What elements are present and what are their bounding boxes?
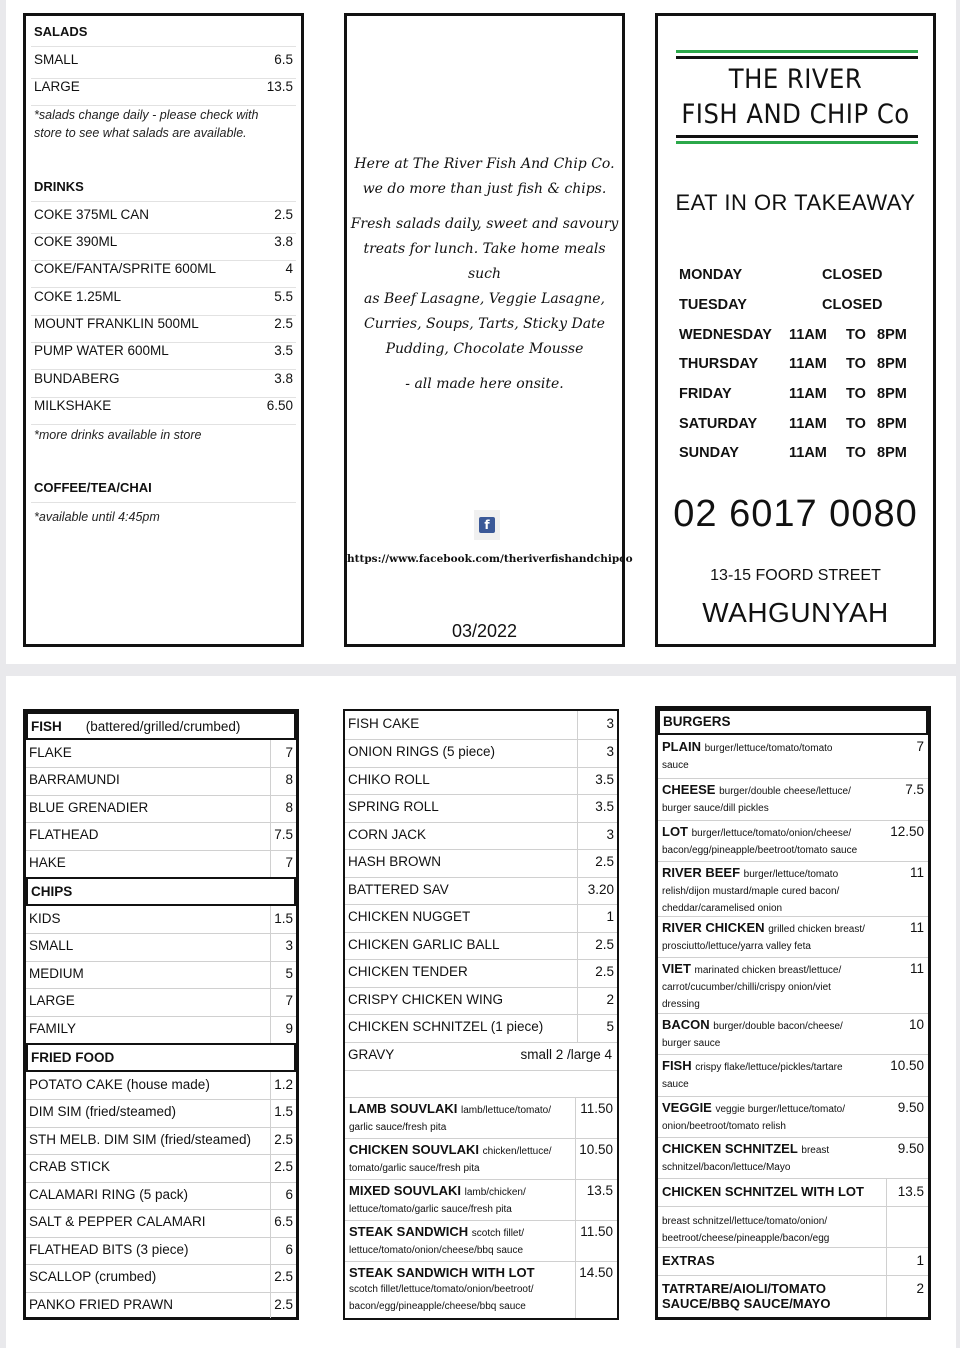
burger-item-description: breast schnitzel/lettuce/tomato/onion/ beetroot/cheese/pineapple/bacon/egg <box>658 1206 928 1248</box>
menu-item: COKE 1.25ML 5.5 <box>31 289 296 316</box>
burger-item: BACON burger/double bacon/cheese/ burger sauce 10 <box>658 1013 928 1055</box>
brand-stripe <box>676 50 918 53</box>
menu-item: COKE 375ML CAN 2.5 <box>31 207 296 234</box>
menu-item: SCALLOP (crumbed) 2.5 <box>26 1264 296 1293</box>
coffee-note: *available until 4:45pm <box>34 510 160 524</box>
menu-item: HAKE 7 <box>26 850 296 878</box>
menu-date: 03/2022 <box>451 621 518 641</box>
menu-item: CORN JACK 3 <box>345 822 617 850</box>
phone-number[interactable]: 02 6017 0080 <box>673 493 918 535</box>
fried-food-heading: FRIED FOOD <box>26 1043 296 1072</box>
souvlaki-item: CHICKEN SOUVLAKI chicken/lettuce/ tomato/garlic sauce/fresh pita 10.50 <box>345 1138 617 1180</box>
tagline: EAT IN OR TAKEAWAY <box>675 190 916 215</box>
burger-item: RIVER CHICKEN grilled chicken breast/ prosciutto/lettuce/yarra valley feta 11 <box>658 916 928 958</box>
burger-item: VIET marinated chicken breast/lettuce/ carrot/cucumber/chilli/crispy onion/viet dressing 11 <box>658 957 928 1014</box>
burger-item: CHICKEN SCHNITZEL breast schnitzel/bacon/lettuce/Mayo 9.50 <box>658 1137 928 1179</box>
menu-item: COKE/FANTA/SPRITE 600ML 4 <box>31 261 296 288</box>
menu-item: DIM SIM (fried/steamed) 1.5 <box>26 1099 296 1128</box>
menu-item: SPRING ROLL 3.5 <box>345 794 617 823</box>
burger-item: VEGGIE veggie burger/lettuce/tomato/ onion/beetroot/tomato relish 9.50 <box>658 1096 928 1138</box>
menu-item: CALAMARI RING (5 pack) 6 <box>26 1182 296 1210</box>
brand-name: THE RIVER <box>728 64 863 95</box>
menu-item: FAMILY 9 <box>26 1016 296 1044</box>
burger-item: LOT burger/lettuce/tomato/onion/cheese/ bacon/egg/pineapple/beetroot/tomato sauce 12.50 <box>658 820 928 862</box>
menu-item: STH MELB. DIM SIM (fried/steamed) 2.5 <box>26 1127 296 1155</box>
menu-item: HASH BROWN 2.5 <box>345 849 617 878</box>
salads-note: *salads change daily - please check with store to see what salads are available. <box>34 108 259 140</box>
menu-item: FLATHEAD BITS (3 piece) 6 <box>26 1237 296 1265</box>
menu-item: CHIKO ROLL 3.5 <box>345 767 617 795</box>
menu-item: POTATO CAKE (house made) 1.2 <box>26 1072 296 1100</box>
street-address: 13-15 FOORD STREET <box>710 567 881 584</box>
sides-souvlaki-table <box>343 709 619 1320</box>
menu-item: PANKO FRIED PRAWN 2.5 <box>26 1292 296 1318</box>
burger-item: CHEESE burger/double cheese/lettuce/ burger sauce/dill pickles 7.5 <box>658 778 928 821</box>
menu-item: FLAKE 7 <box>26 740 296 768</box>
menu-item: CHICKEN TENDER 2.5 <box>345 959 617 988</box>
menu-item: CHICKEN GARLIC BALL 2.5 <box>345 932 617 960</box>
menu-item: CRAB STICK 2.5 <box>26 1154 296 1183</box>
menu-item: KIDS 1.5 <box>26 906 296 934</box>
menu-item: COKE 390ML 3.8 <box>31 234 296 261</box>
brand-stripe <box>676 56 918 59</box>
brand-stripe <box>676 141 918 144</box>
about-text: Here at The River Fish And Chip Co. we do more than just fish & chips. Fresh salads daily, sweet and savoury treats for lunch. Take home meals such as Beef Lasagne, Veggie Lasagne, Curries, Soups, Tarts, Sticky Date Pudding, Chocolate Mousse - all made here onsite. <box>350 156 619 392</box>
facebook-icon: f <box>479 517 495 533</box>
menu-item: SMALL 3 <box>26 933 296 962</box>
menu-item: MILKSHAKE 6.50 <box>31 398 296 425</box>
menu-item: BARRAMUNDI 8 <box>26 767 296 796</box>
fish-heading: FISH (battered/grilled/crumbed) <box>26 712 296 740</box>
menu-item: BLUE GRENADIER 8 <box>26 795 296 823</box>
menu-item: SALT & PEPPER CALAMARI 6.5 <box>26 1209 296 1238</box>
burger-item: RIVER BEEF burger/lettuce/tomato relish/dijon mustard/maple cured bacon/ cheddar/caramelised onion 11 <box>658 861 928 917</box>
burger-item: FISH crispy flake/lettuce/pickles/tartare sauce 10.50 <box>658 1054 928 1097</box>
burger-item: CHICKEN SCHNITZEL WITH LOT 13.5 <box>658 1178 928 1207</box>
burgers-table <box>655 706 931 1320</box>
salads-drinks-panel <box>23 13 304 647</box>
menu-item: CRISPY CHICKEN WING 2 <box>345 987 617 1015</box>
brand-stripe <box>676 135 918 138</box>
coffee-heading: COFFEE/TEA/CHAI <box>31 480 296 503</box>
menu-item: PUMP WATER 600ML 3.5 <box>31 343 296 370</box>
extras-row: EXTRAS 1 <box>658 1247 928 1276</box>
menu-item: LARGE 13.5 <box>31 79 296 106</box>
facebook-link[interactable] <box>474 510 500 540</box>
menu-item: FLATHEAD 7.5 <box>26 822 296 851</box>
souvlaki-item: STEAK SANDWICH scotch fillet/ lettuce/tomato/onion/cheese/bbq sauce 11.50 <box>345 1220 617 1262</box>
salads-heading: SALADS <box>31 24 296 47</box>
souvlaki-item: STEAK SANDWICH WITH LOT scotch fillet/lettuce/tomato/onion/beetroot/ bacon/egg/pineapple/cheese/bbq sauce 14.50 <box>345 1261 617 1318</box>
burgers-heading: BURGERS <box>658 709 928 735</box>
about-panel <box>344 13 633 647</box>
menu-item: SMALL 6.5 <box>31 52 296 79</box>
menu-front-sheet <box>6 0 956 664</box>
burger-item: PLAIN burger/lettuce/tomato/tomato sauce 7 <box>658 735 928 779</box>
menu-item: MOUNT FRANKLIN 500ML 2.5 <box>31 316 296 343</box>
souvlaki-item: MIXED SOUVLAKI lamb/chicken/ lettuce/tomato/garlic sauce/fresh pita 13.5 <box>345 1179 617 1221</box>
souvlaki-item: LAMB SOUVLAKI lamb/lettuce/tomato/ garlic sauce/fresh pita 11.50 <box>345 1097 617 1139</box>
menu-item: LARGE 7 <box>26 988 296 1017</box>
brand-name: FISH AND CHIP Co <box>681 99 910 130</box>
town-name: WAHGUNYAH <box>702 597 889 628</box>
menu-item: BUNDABERG 3.8 <box>31 371 296 398</box>
chips-heading: CHIPS <box>26 877 296 906</box>
menu-item: BATTERED SAV 3.20 <box>345 877 617 905</box>
fish-chips-table <box>23 709 299 1320</box>
menu-inside-sheet <box>6 676 956 1348</box>
menu-item: MEDIUM 5 <box>26 961 296 989</box>
drinks-heading: DRINKS <box>31 179 296 202</box>
facebook-url[interactable]: https://www.facebook.com/theriverfishandchipco <box>347 553 633 565</box>
menu-item: ONION RINGS (5 piece) 3 <box>345 739 617 768</box>
gravy-row: GRAVY small 2 /large 4 <box>345 1042 617 1071</box>
spacer-row <box>345 1070 617 1098</box>
drinks-note: *more drinks available in store <box>34 428 202 442</box>
menu-item: CHICKEN NUGGET 1 <box>345 904 617 933</box>
menu-item: FISH CAKE 3 <box>345 711 617 740</box>
menu-item: CHICKEN SCHNITZEL (1 piece) 5 <box>345 1014 617 1043</box>
brand-panel: THE RIVER FISH AND CHIP Co EAT IN OR TAKEAWAY MONDAY CLOSED TUESDAY CLOSED WEDNESDAY 11AM TO 8PM THURSDAY 11AM TO 8PM FRIDAY 11AM TO 8PM SATURDAY 11AM TO 8PM SUNDAY 11AM TO 8PM 02 6017 0080 13-15 FOORD STREET WAHGUNYAH <box>655 13 936 647</box>
sauces-row: TATRTARE/AIOLI/TOMATO SAUCE/BBQ SAUCE/MAYO 2 <box>658 1275 928 1317</box>
